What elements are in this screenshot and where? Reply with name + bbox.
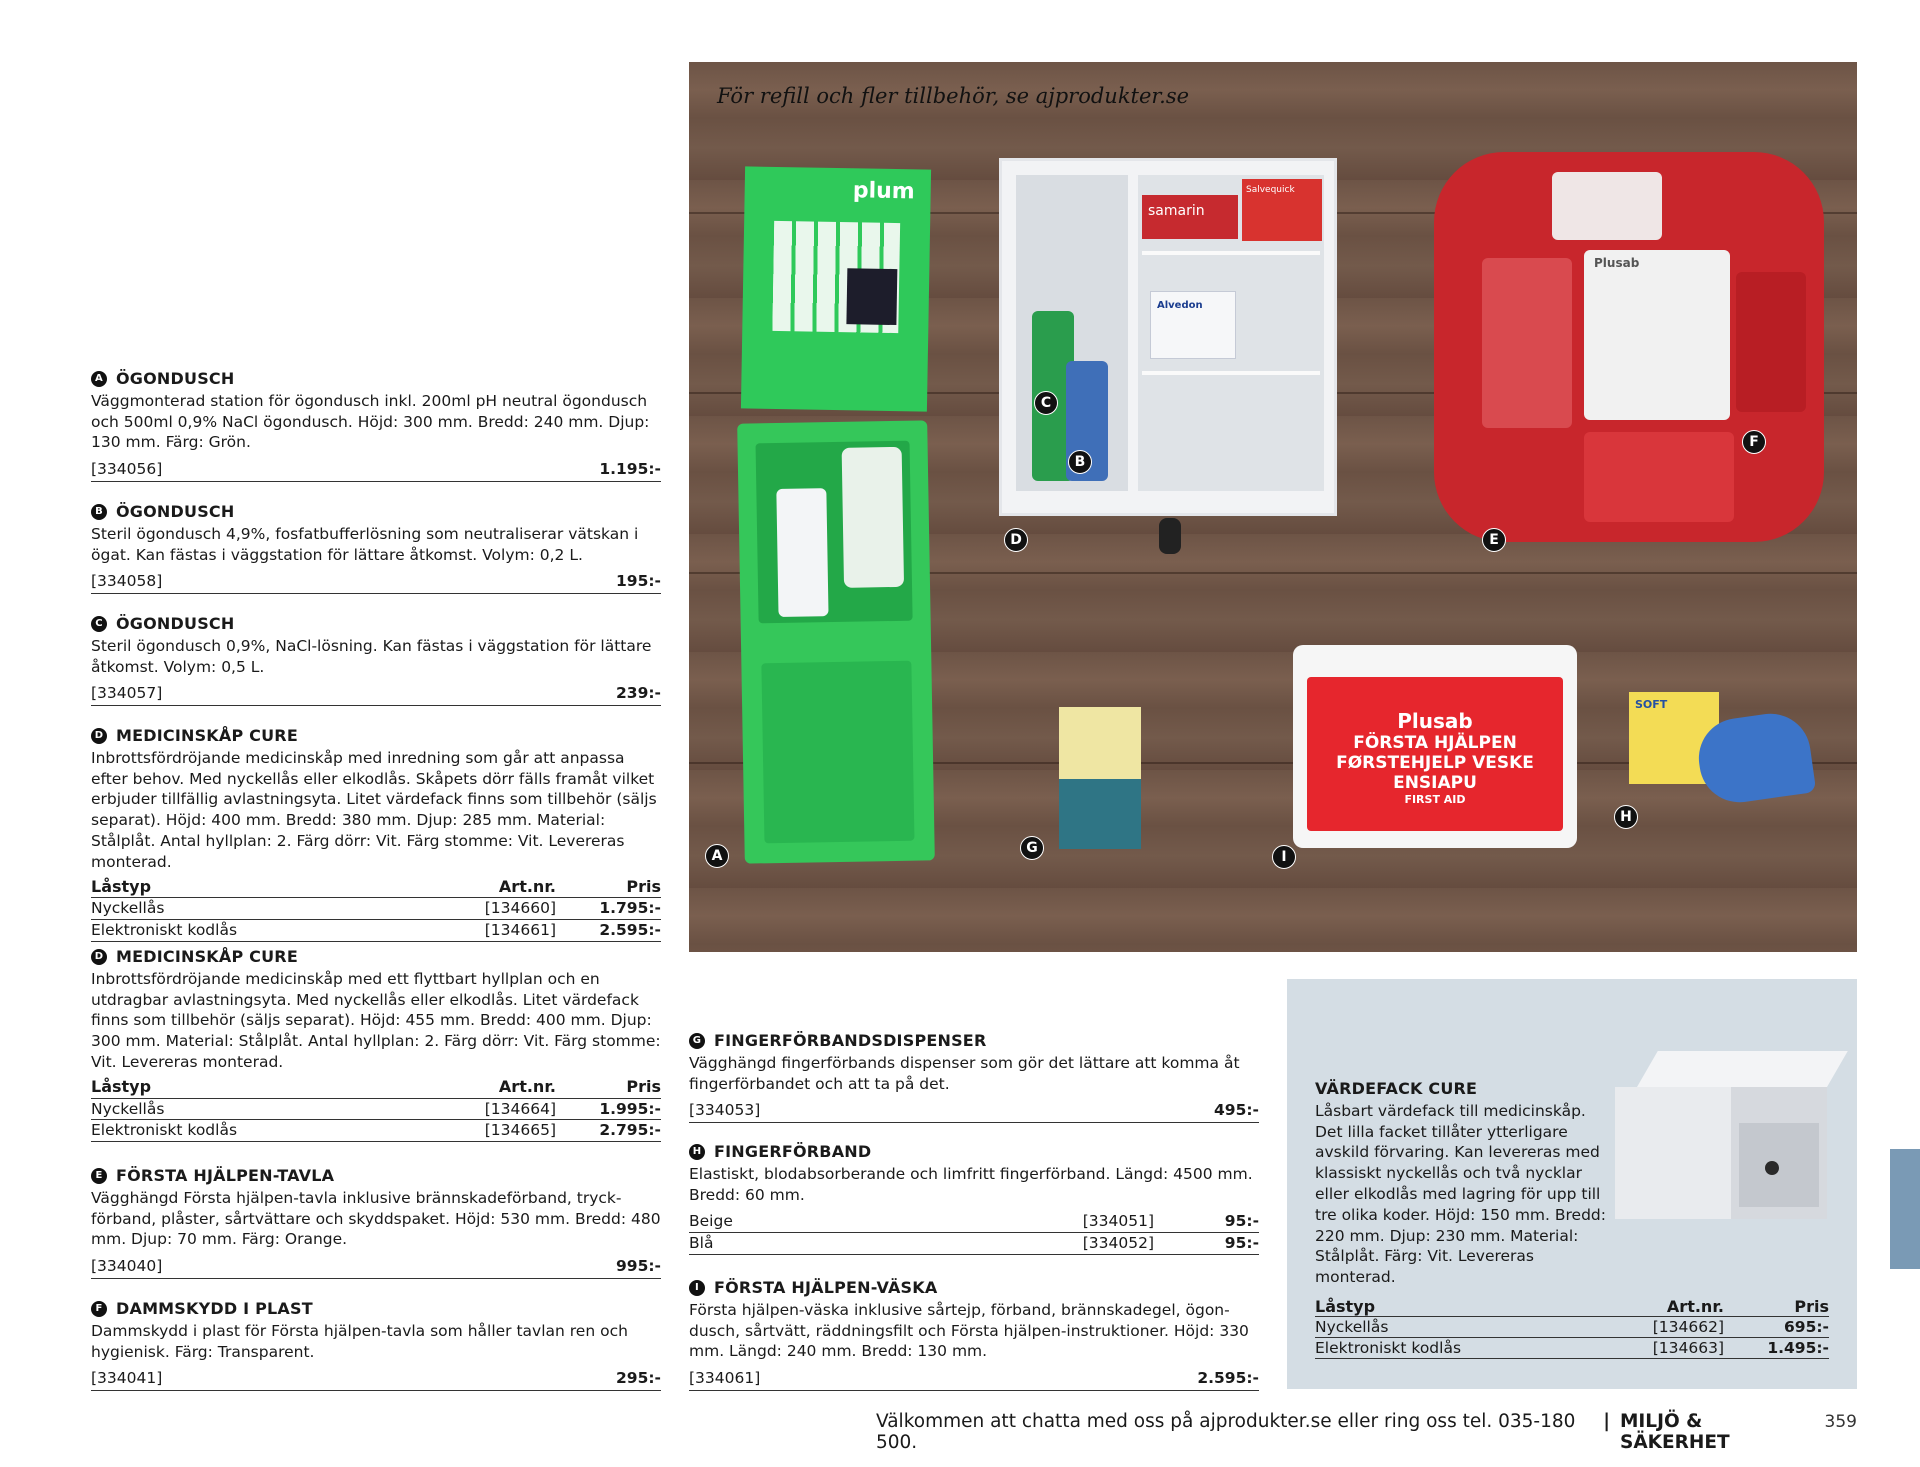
table-row xyxy=(91,920,661,942)
price: 95:- xyxy=(1154,1211,1259,1232)
medicine-cabinet xyxy=(999,158,1337,516)
letter-badge: D xyxy=(91,949,107,965)
letter-badge: A xyxy=(91,371,107,387)
price-line xyxy=(689,1100,1259,1123)
color-variant: Beige xyxy=(689,1211,1039,1232)
product-e xyxy=(91,1166,661,1279)
letter-badge: F xyxy=(91,1301,107,1317)
price-line xyxy=(91,1368,661,1391)
product-description: Första hjälpen-väska inklusive sårtejp, förband, brännskadegel, ögon-dusch, sårtvätt, räddningsfilt och Första hjälpen-instruktioner. Höjd: 330 mm. Längd: 240 mm. Bredd: 130 mm. xyxy=(689,1300,1249,1361)
product-d2 xyxy=(91,947,661,1142)
eyewash-station xyxy=(737,420,935,863)
price-line xyxy=(91,571,661,594)
product-i xyxy=(689,1278,1259,1391)
photo-label-c: C xyxy=(1034,391,1058,415)
alvedon-box: Alvedon xyxy=(1150,291,1236,359)
article-number: [334051] xyxy=(1039,1211,1154,1232)
col-article: Art.nr. xyxy=(441,877,556,898)
article-number: [334052] xyxy=(1039,1233,1154,1255)
product-description: Väggmonterad station för ögondusch inkl. 200ml pH neutral ögondusch och 500ml 0,9% NaCl ögondusch. Höjd: 300 mm. Bredd: 240 mm. Djup: 130 mm. Färg: Grön. xyxy=(91,391,650,452)
finger-bandage-dispenser xyxy=(1059,707,1141,852)
letter-badge: C xyxy=(91,616,107,632)
product-title: VÄRDEFACK CURE xyxy=(1315,1079,1478,1098)
product-title: DAMMSKYDD I PLAST xyxy=(116,1299,313,1318)
col-lock-type: Låstyp xyxy=(91,1077,441,1098)
product-title: ÖGONDUSCH xyxy=(116,369,235,388)
product-description: Låsbart värdefack till medicinskåp. Det lilla facket tillåter ytterligare avskild förvaring. Kan levereras med klassiskt nyckellås och två nycklar eller elkodlås med lagring för upp till tre olika koder. Höjd: 150 mm. Bredd: 220 mm. Djup: 230 mm. Material: Stålplåt. Färg: Vit. Levereras monterad. xyxy=(1315,1101,1606,1287)
table-row xyxy=(689,1233,1259,1255)
photo-label-d: D xyxy=(1004,528,1028,552)
price: 2.595:- xyxy=(556,920,661,942)
col-price: Pris xyxy=(1724,1297,1829,1317)
product-description: Vägghängd Första hjälpen-tavla inklusive brännskadeförband, tryck-förband, plåster, sårtvättare och skyddspaket. Höjd: 530 mm. Bredd: 480 mm. Djup: 70 mm. Färg: Orange. xyxy=(91,1188,661,1249)
article-number: [134661] xyxy=(441,920,556,942)
article-number: [334061] xyxy=(689,1369,761,1388)
product-description: Dammskydd i plast för Första hjälpen-tavla som håller tavlan ren och hygienisk. Färg: Transparent. xyxy=(91,1321,628,1361)
lock-type: Nyckellås xyxy=(91,898,441,920)
price: 695:- xyxy=(1724,1317,1829,1338)
col-price: Pris xyxy=(556,877,661,898)
price-line xyxy=(689,1368,1259,1391)
letter-badge: E xyxy=(91,1168,107,1184)
product-description: Steril ögondusch 0,9%, NaCl-lösning. Kan fästas i väggstation för lättare åtkomst. Volym: 0,5 L. xyxy=(91,636,652,676)
key-icon xyxy=(1765,1161,1779,1175)
salvequick-box: Salvequick xyxy=(1242,179,1322,241)
footer-separator: | xyxy=(1603,1411,1610,1432)
price-line xyxy=(91,459,661,482)
price: 239:- xyxy=(616,684,661,703)
article-number: [334058] xyxy=(91,572,163,591)
product-h xyxy=(689,1142,1259,1255)
product-b xyxy=(91,502,661,594)
samarin-box: samarin xyxy=(1142,195,1238,239)
product-description: Inbrottsfördröjande medicinskåp med inredning som går att anpassa efter behov. Med nyckellås eller elkodlås. Skåpets dörr fälls framåt vilket erbjuder tillfällig avlastningsyta. Litet värdefack finns som tillbehör (säljs separat). Höjd: 400 mm. Bredd: 380 mm. Djup: 285 mm. Material: Stålplåt. Antal hyllplan: 2. Färg dörr: Vit. Färg stomme: Vit. Levereras monterad. xyxy=(91,748,657,871)
product-title: FÖRSTA HJÄLPEN-TAVLA xyxy=(116,1166,335,1185)
product-title: ÖGONDUSCH xyxy=(116,502,235,521)
kit-line: FØRSTEHJELP VESKE xyxy=(1336,753,1534,773)
photo-label-h: H xyxy=(1614,805,1638,829)
article-number: [334041] xyxy=(91,1369,163,1388)
table-row xyxy=(1315,1338,1829,1359)
color-variant: Blå xyxy=(689,1233,1039,1255)
soft-box: SOFT xyxy=(1629,692,1719,784)
price-table xyxy=(1315,1297,1829,1359)
article-number: [334056] xyxy=(91,460,163,479)
photo-label-b: B xyxy=(1068,450,1092,474)
col-lock-type: Låstyp xyxy=(1315,1297,1609,1317)
article-number: [134664] xyxy=(441,1098,556,1120)
col-article: Art.nr. xyxy=(1609,1297,1724,1317)
photo-label-g: G xyxy=(1020,836,1044,860)
price-line xyxy=(91,1256,661,1279)
product-d1 xyxy=(91,726,661,942)
col-article: Art.nr. xyxy=(441,1077,556,1098)
product-g xyxy=(689,1031,1259,1123)
product-photo xyxy=(689,62,1857,952)
product-title: MEDICINSKÅP CURE xyxy=(116,726,298,745)
lock-type: Elektroniskt kodlås xyxy=(1315,1338,1609,1359)
product-f xyxy=(91,1299,661,1391)
article-number: [134662] xyxy=(1609,1317,1724,1338)
product-description: Elastiskt, blodabsorberande och limfritt fingerförband. Längd: 4500 mm. Bredd: 60 mm. xyxy=(689,1164,1253,1204)
price: 1.495:- xyxy=(1724,1338,1829,1359)
article-number: [334053] xyxy=(689,1101,761,1120)
product-title: FINGERFÖRBAND xyxy=(714,1142,872,1161)
kit-line: ENSIAPU xyxy=(1393,773,1477,793)
product-c xyxy=(91,614,661,706)
cabinet-key xyxy=(1159,518,1181,554)
photo-label-a: A xyxy=(705,844,729,868)
table-row xyxy=(91,1120,661,1142)
product-title: FINGERFÖRBANDSDISPENSER xyxy=(714,1031,987,1050)
table-row xyxy=(689,1211,1259,1232)
page-footer xyxy=(876,1411,1857,1453)
letter-badge: H xyxy=(689,1144,705,1160)
page-number: 359 xyxy=(1824,1412,1857,1432)
price-line xyxy=(91,683,661,706)
price: 295:- xyxy=(616,1369,661,1388)
product-a xyxy=(91,369,661,482)
first-aid-kit xyxy=(1293,645,1577,848)
letter-badge: D xyxy=(91,728,107,744)
lock-type: Nyckellås xyxy=(1315,1317,1609,1338)
safe-image xyxy=(1615,1051,1827,1221)
photo-label-i: I xyxy=(1272,845,1296,869)
article-number: [334040] xyxy=(91,1257,163,1276)
price: 2.795:- xyxy=(556,1120,661,1142)
price-table xyxy=(91,877,661,942)
product-title: ÖGONDUSCH xyxy=(116,614,235,633)
article-number: [134660] xyxy=(441,898,556,920)
product-title: MEDICINSKÅP CURE xyxy=(116,947,298,966)
section-name: MILJÖ & SÄKERHET xyxy=(1620,1411,1730,1453)
safe-feature-box xyxy=(1287,979,1857,1389)
col-lock-type: Låstyp xyxy=(91,877,441,898)
finger-bandage xyxy=(1629,692,1819,812)
table-row xyxy=(91,898,661,920)
letter-badge: G xyxy=(689,1033,705,1049)
article-number: [134665] xyxy=(441,1120,556,1142)
kit-line: FIRST AID xyxy=(1404,793,1466,806)
lock-type: Elektroniskt kodlås xyxy=(91,1120,441,1142)
kit-brand: Plusab xyxy=(1397,709,1473,733)
price: 195:- xyxy=(616,572,661,591)
table-row xyxy=(1315,1317,1829,1338)
price-table xyxy=(689,1211,1259,1255)
plum-logo: plum xyxy=(852,178,915,205)
product-description: Vägghängd fingerförbands dispenser som gör det lättare att komma åt fingerförbandet och att ta på det. xyxy=(689,1053,1240,1093)
photo-label-f: F xyxy=(1742,430,1766,454)
price: 1.195:- xyxy=(599,460,661,479)
footer-text: Välkommen att chatta med oss på ajprodukter.se eller ring oss tel. 035-180 500. xyxy=(876,1411,1576,1453)
letter-badge: B xyxy=(91,504,107,520)
price: 1.995:- xyxy=(556,1098,661,1120)
product-description: Steril ögondusch 4,9%, fosfatbufferlösning som neutraliserar vätskan i ögat. Kan fästas i väggstation för lättare åtkomst. Volym: 0,2 L. xyxy=(91,524,639,564)
lock-type: Elektroniskt kodlås xyxy=(91,920,441,942)
product-title: FÖRSTA HJÄLPEN-VÄSKA xyxy=(714,1278,938,1297)
table-row xyxy=(91,1098,661,1120)
price-table xyxy=(91,1077,661,1142)
kit-line: FÖRSTA HJÄLPEN xyxy=(1353,733,1517,753)
lock-type: Nyckellås xyxy=(91,1098,441,1120)
first-aid-board xyxy=(1434,152,1824,542)
plusab-logo: Plusab xyxy=(1594,256,1640,270)
price: 1.795:- xyxy=(556,898,661,920)
price: 95:- xyxy=(1154,1233,1259,1255)
col-price: Pris xyxy=(556,1077,661,1098)
photo-caption: För refill och fler tillbehör, se ajprodukter.se xyxy=(717,84,1190,108)
article-number: [134663] xyxy=(1609,1338,1724,1359)
photo-label-e: E xyxy=(1482,528,1506,552)
article-number: [334057] xyxy=(91,684,163,703)
eyewash-poster xyxy=(741,166,931,411)
price: 495:- xyxy=(1214,1101,1259,1120)
price: 2.595:- xyxy=(1197,1369,1259,1388)
price: 995:- xyxy=(616,1257,661,1276)
letter-badge: I xyxy=(689,1280,705,1296)
product-description: Inbrottsfördröjande medicinskåp med ett flyttbart hyllplan och en utdragbar avlastningsyta. Med nyckellås eller elkodlås. Litet värdefack finns som tillbehör (säljs separat). Höjd: 455 mm. Bredd: 400 mm. Djup: 300 mm. Material: Stålplåt. Antal hyllplan: 2. Färg dörr: Vit. Färg stomme: Vit. Levereras monterad. xyxy=(91,969,661,1071)
section-side-tab xyxy=(1890,1149,1920,1269)
